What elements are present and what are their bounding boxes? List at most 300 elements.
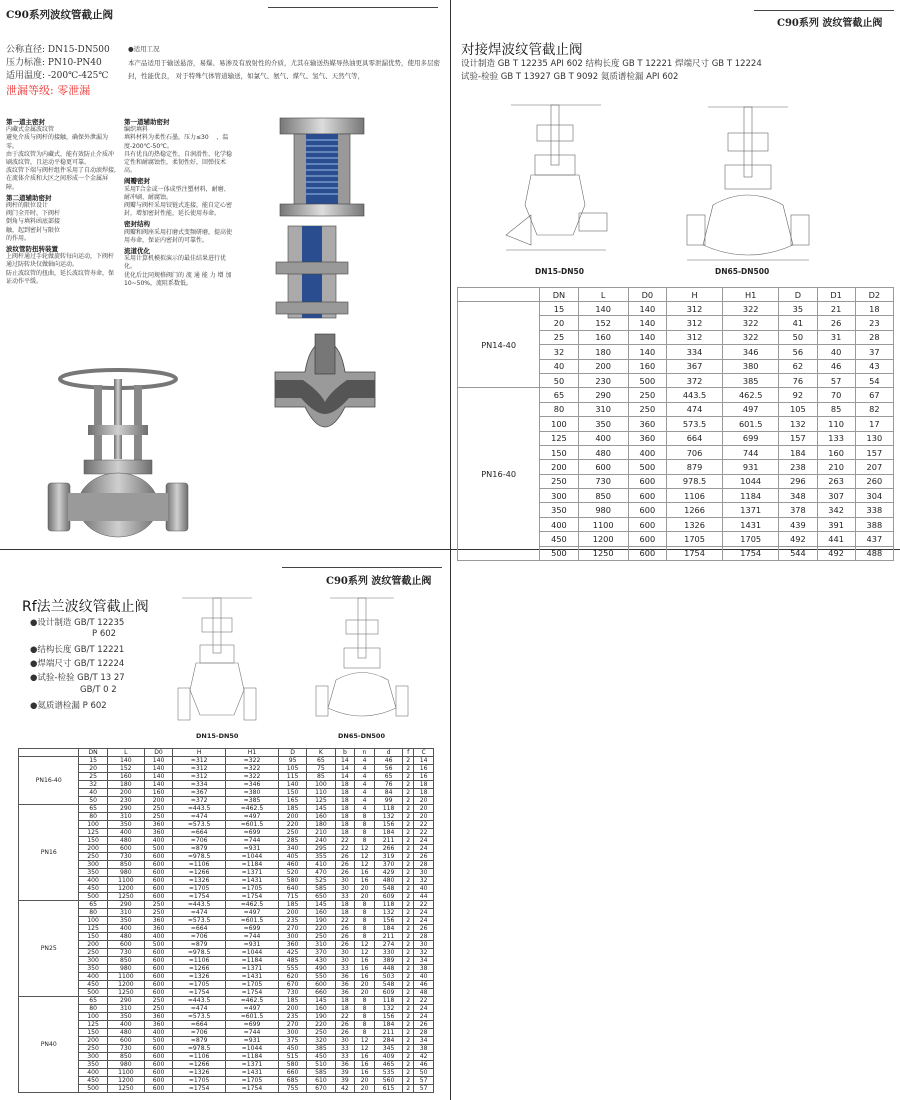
table-cell: 46 [414, 1061, 434, 1069]
table-cell: 338 [855, 503, 893, 517]
table-cell: 160 [144, 789, 172, 797]
scope-text: 本产品适用于输送悬溶，易爆、易渗及有放射性的介质，尤其在输送热媒导热油更具零泄漏优势，使用多层密封，性能优良， 对于特殊气体管道输送，如氯气、氨气、煤气、氢气、天然气等， [128, 59, 440, 80]
table-cell: 200 [540, 460, 578, 474]
table-cell: 56 [374, 765, 402, 773]
table-cell: 25 [540, 330, 578, 344]
table-cell: 76 [779, 373, 817, 387]
table-cell: 200 [79, 1037, 107, 1045]
table-cell: 8 [355, 837, 375, 845]
table-cell: ≈931 [226, 845, 279, 853]
table-cell: 12 [355, 1037, 375, 1045]
table-cell: 462.5 [723, 388, 779, 402]
table-cell: 2 [403, 973, 414, 981]
table-cell: 441 [817, 532, 855, 546]
table-cell: 850 [107, 861, 144, 869]
table-cell: 30 [335, 1037, 355, 1045]
table-cell: 150 [79, 1029, 107, 1037]
table-cell: 378 [779, 503, 817, 517]
table-cell: 200 [578, 359, 628, 373]
table-cell: 2 [403, 853, 414, 861]
table-cell: 20 [355, 885, 375, 893]
table-cell: 425 [278, 949, 306, 957]
table-cell: 1250 [107, 893, 144, 901]
table-cell: ≈1754 [226, 893, 279, 901]
table-cell: 140 [107, 757, 144, 765]
column-header: D0 [144, 749, 172, 757]
table-cell: 2 [403, 997, 414, 1005]
table-cell: 235 [278, 1013, 306, 1021]
table-cell: 132 [374, 813, 402, 821]
table-cell: 95 [278, 757, 306, 765]
column-header: D1 [817, 288, 855, 302]
table-cell: 2 [403, 821, 414, 829]
table-cell: 931 [723, 460, 779, 474]
table-cell: 33 [335, 1045, 355, 1053]
table-cell: 25 [79, 773, 107, 781]
table-cell: 42 [414, 1053, 434, 1061]
table-cell: 160 [107, 773, 144, 781]
table-cell: 184 [374, 925, 402, 933]
table-row [19, 1053, 434, 1061]
table-cell: 22 [335, 837, 355, 845]
table-cell: 250 [144, 805, 172, 813]
table-cell: 50 [79, 797, 107, 805]
standard-item: ●结构长度 GB/T 12221 [30, 645, 125, 655]
table-cell: 18 [335, 901, 355, 909]
table-cell: 160 [307, 813, 335, 821]
table-cell: 300 [79, 957, 107, 965]
table-cell: 2 [403, 1053, 414, 1061]
table-cell: 600 [144, 957, 172, 965]
table-cell: 220 [307, 925, 335, 933]
table-cell: ≈1184 [226, 861, 279, 869]
table-cell: 312 [666, 330, 722, 344]
table-cell: 190 [307, 1013, 335, 1021]
table-cell: 490 [307, 965, 335, 973]
table-cell: 140 [144, 757, 172, 765]
table-cell: 200 [79, 845, 107, 853]
table-cell: 310 [107, 909, 144, 917]
table-cell: 664 [666, 431, 722, 445]
table-cell: 600 [144, 981, 172, 989]
table-cell: ≈497 [226, 909, 279, 917]
table-cell: 450 [307, 1053, 335, 1061]
table-cell: 125 [79, 925, 107, 933]
table-cell: 140 [628, 302, 666, 316]
table-cell: 14 [335, 765, 355, 773]
drawing-dn15-dn50 [501, 95, 611, 260]
table-cell: 548 [374, 885, 402, 893]
table-cell: 1754 [723, 546, 779, 560]
table-cell: ≈699 [226, 1021, 279, 1029]
table-cell: 322 [723, 330, 779, 344]
table-cell: 320 [307, 1037, 335, 1045]
table-cell: 18 [335, 805, 355, 813]
table-cell: 500 [79, 989, 107, 997]
table-cell: 34 [414, 957, 434, 965]
table-cell: 30 [414, 941, 434, 949]
table-cell: 30 [335, 877, 355, 885]
table-row [19, 1029, 434, 1037]
table-cell: ≈443.5 [173, 901, 226, 909]
table-cell: ≈322 [226, 773, 279, 781]
table-cell: 2 [403, 933, 414, 941]
table-cell: 285 [278, 837, 306, 845]
series-title: C90系列 波纹管截止阀 [326, 576, 432, 587]
table-cell: 1100 [107, 1069, 144, 1077]
table-cell: 350 [79, 869, 107, 877]
table-cell: 160 [578, 330, 628, 344]
table-cell: 54 [855, 373, 893, 387]
table-cell: 2 [403, 909, 414, 917]
table-cell: 65 [79, 901, 107, 909]
table-cell: 520 [278, 869, 306, 877]
table-cell: 20 [355, 981, 375, 989]
table-cell: 18 [335, 909, 355, 917]
table-cell: ≈1044 [226, 853, 279, 861]
table-cell: 250 [79, 1045, 107, 1053]
column-header: n [355, 749, 375, 757]
table-cell: ≈462.5 [226, 805, 279, 813]
table-cell: ≈601.5 [226, 917, 279, 925]
table-cell: 250 [79, 949, 107, 957]
table-cell: 30 [414, 869, 434, 877]
table-cell: 250 [79, 853, 107, 861]
table-cell: 8 [355, 1013, 375, 1021]
table-cell: 118 [374, 901, 402, 909]
table-cell: 342 [817, 503, 855, 517]
table-cell: 156 [374, 1013, 402, 1021]
table-cell: ≈1266 [173, 869, 226, 877]
pressure-group-label: PN14-40 [458, 302, 540, 388]
table-cell: 84 [374, 789, 402, 797]
table-cell: 140 [628, 345, 666, 359]
table-cell: 22 [414, 829, 434, 837]
table-cell: 39 [335, 1077, 355, 1085]
table-cell: 360 [628, 431, 666, 445]
table-cell: ≈1431 [226, 1069, 279, 1077]
table-cell: 37 [855, 345, 893, 359]
table-cell: 492 [817, 546, 855, 560]
table-cell: 99 [374, 797, 402, 805]
table-cell: 350 [79, 965, 107, 973]
table-cell: ≈699 [226, 829, 279, 837]
table-cell: 600 [144, 989, 172, 997]
table-cell: 18 [335, 789, 355, 797]
table-row [19, 885, 434, 893]
table-cell: 23 [855, 316, 893, 330]
table-cell: 230 [107, 797, 144, 805]
table-row [19, 1077, 434, 1085]
table-cell: 312 [666, 316, 722, 330]
globe-valve-image [38, 365, 198, 545]
table-cell: 165 [278, 797, 306, 805]
table-cell: 62 [779, 359, 817, 373]
table-cell: 400 [107, 829, 144, 837]
table-cell: 133 [817, 431, 855, 445]
column-header: D [278, 749, 306, 757]
table-cell: 20 [355, 1085, 375, 1093]
table-cell: 16 [355, 1053, 375, 1061]
table-cell: 600 [144, 1085, 172, 1093]
table-header-row [458, 288, 894, 302]
table-cell: 220 [278, 821, 306, 829]
table-cell: 410 [307, 861, 335, 869]
table-cell: 26 [335, 925, 355, 933]
table-cell: 2 [403, 789, 414, 797]
table-cell: 600 [144, 861, 172, 869]
column-header: D [779, 288, 817, 302]
table-cell: 322 [723, 302, 779, 316]
table-cell: 28 [855, 330, 893, 344]
table-cell: 730 [107, 1045, 144, 1053]
standard-item: ●设计制造 GB/T 12235 [30, 618, 125, 628]
table-cell: 620 [278, 973, 306, 981]
table-cell: 250 [628, 402, 666, 416]
table-row [19, 877, 434, 885]
table-cell: 585 [307, 1069, 335, 1077]
table-cell: 18 [414, 789, 434, 797]
table-cell: 2 [403, 1045, 414, 1053]
table-cell: 40 [817, 345, 855, 359]
table-cell: 42 [335, 1085, 355, 1093]
table-cell: 1266 [666, 503, 722, 517]
table-cell: 14 [414, 757, 434, 765]
table-cell: 350 [107, 1013, 144, 1021]
table-cell: ≈664 [173, 925, 226, 933]
table-cell: 20 [79, 765, 107, 773]
column-header: H [666, 288, 722, 302]
table-cell: 250 [144, 901, 172, 909]
table-cell: 24 [414, 837, 434, 845]
table-cell: 448 [374, 965, 402, 973]
seal-text: 采用计算机模拟演示的最佳结果进行优化。 优化后比同规格阀门的 流 通 能 力 增 加 10~50%，流阻系数低。 [124, 255, 232, 287]
table-row [458, 302, 894, 316]
table-cell: 16 [355, 957, 375, 965]
table-row [19, 1037, 434, 1045]
table-cell: 36 [335, 973, 355, 981]
table-cell: 2 [403, 757, 414, 765]
table-cell: 312 [666, 302, 722, 316]
table-cell: ≈1754 [173, 989, 226, 997]
table-cell: 211 [374, 837, 402, 845]
table-cell: 8 [355, 813, 375, 821]
table-cell: 300 [540, 489, 578, 503]
table-cell: 230 [578, 373, 628, 387]
seal-block-right [124, 118, 234, 288]
table-cell: 40 [540, 359, 578, 373]
column-header: b [335, 749, 355, 757]
table-cell: ≈462.5 [226, 997, 279, 1005]
table-cell: 35 [779, 302, 817, 316]
table-cell: 380 [723, 359, 779, 373]
table-cell: 346 [723, 345, 779, 359]
table-cell: 290 [578, 388, 628, 402]
table-cell: 525 [307, 877, 335, 885]
seal-heading: 波纹管防扭转装置 [6, 245, 58, 254]
table-cell: 544 [779, 546, 817, 560]
table-cell: 140 [628, 316, 666, 330]
table-cell: ≈664 [173, 829, 226, 837]
table-cell: 152 [107, 765, 144, 773]
table-cell: 156 [374, 917, 402, 925]
table-cell: 26 [335, 1029, 355, 1037]
table-cell: 334 [666, 345, 722, 359]
table-cell: 715 [278, 893, 306, 901]
table-cell: 8 [355, 909, 375, 917]
column-header: DN [79, 749, 107, 757]
table-cell: 18 [335, 821, 355, 829]
table-header-row [19, 749, 434, 757]
table-cell: 41 [779, 316, 817, 330]
table-cell: 500 [628, 373, 666, 387]
pressure-group-label: PN25 [19, 901, 79, 997]
table-cell: 160 [307, 909, 335, 917]
table-cell: 140 [144, 773, 172, 781]
table-cell: 125 [79, 1021, 107, 1029]
table-cell: 30 [335, 949, 355, 957]
table-row [19, 765, 434, 773]
table-cell: 470 [307, 869, 335, 877]
table-cell: 156 [374, 821, 402, 829]
table-cell: 322 [723, 316, 779, 330]
table-cell: 118 [374, 805, 402, 813]
table-row [19, 829, 434, 837]
table-cell: 2 [403, 925, 414, 933]
table-cell: 1100 [107, 877, 144, 885]
table-cell: 400 [628, 445, 666, 459]
table-cell: 600 [628, 532, 666, 546]
table-cell: 24 [414, 1005, 434, 1013]
table-cell: 450 [278, 1045, 306, 1053]
table-cell: 850 [578, 489, 628, 503]
table-cell: ≈744 [226, 1029, 279, 1037]
drawing-caption: DN15-DN50 [196, 732, 239, 740]
table-cell: 12 [355, 949, 375, 957]
table-cell: 2 [403, 989, 414, 997]
table-cell: 26 [335, 933, 355, 941]
table-row [19, 925, 434, 933]
table-cell: 20 [355, 893, 375, 901]
table-cell: 65 [79, 997, 107, 1005]
table-cell: 80 [540, 402, 578, 416]
table-cell: 250 [307, 1029, 335, 1037]
table-cell: 300 [79, 1053, 107, 1061]
table-cell: 360 [144, 829, 172, 837]
table-row [19, 813, 434, 821]
table-cell: ≈706 [173, 837, 226, 845]
dimension-table-butt-weld [457, 287, 894, 561]
table-cell: 100 [79, 917, 107, 925]
table-cell: 18 [335, 829, 355, 837]
table-cell: 145 [307, 901, 335, 909]
table-cell: ≈1106 [173, 1053, 226, 1061]
table-cell: 2 [403, 837, 414, 845]
table-cell: 2 [403, 1013, 414, 1021]
table-cell: 30 [335, 885, 355, 893]
table-cell: ≈1326 [173, 1069, 226, 1077]
dimension-table-rf-flange [18, 748, 434, 1093]
table-cell: 2 [403, 893, 414, 901]
column-header: K [307, 749, 335, 757]
table-cell: 295 [307, 845, 335, 853]
table-cell: 110 [817, 417, 855, 431]
stem-cutaway-image [272, 222, 352, 322]
table-cell: 1184 [723, 489, 779, 503]
column-header: H1 [723, 288, 779, 302]
table-cell: 85 [307, 773, 335, 781]
table-cell: 32 [414, 877, 434, 885]
table-cell: ≈601.5 [226, 821, 279, 829]
table-cell: 492 [779, 532, 817, 546]
table-cell: 22 [414, 901, 434, 909]
table-cell: 105 [278, 765, 306, 773]
table-cell: 266 [374, 845, 402, 853]
table-cell: 4 [355, 797, 375, 805]
table-cell: ≈322 [226, 757, 279, 765]
table-cell: ≈1326 [173, 973, 226, 981]
table-cell: 350 [79, 1061, 107, 1069]
table-row [19, 917, 434, 925]
table-cell: 600 [107, 845, 144, 853]
table-cell: ≈1371 [226, 1061, 279, 1069]
table-cell: 2 [403, 1085, 414, 1093]
table-row [19, 1085, 434, 1093]
drawing-caption: DN15-DN50 [535, 267, 584, 276]
table-cell: 500 [540, 546, 578, 560]
table-cell: 82 [855, 402, 893, 416]
table-cell: 4 [355, 805, 375, 813]
table-cell: 20 [414, 797, 434, 805]
product-title: Rf法兰波纹管截止阀 [22, 599, 149, 615]
table-row [19, 981, 434, 989]
table-cell: 46 [414, 981, 434, 989]
table-cell: 600 [144, 1077, 172, 1085]
table-cell: 110 [307, 789, 335, 797]
table-cell: 180 [107, 781, 144, 789]
table-cell: ≈380 [226, 789, 279, 797]
table-cell: 2 [403, 1021, 414, 1029]
table-cell: 211 [374, 933, 402, 941]
table-cell: 16 [355, 1069, 375, 1077]
table-cell: 580 [278, 877, 306, 885]
table-cell: 488 [855, 546, 893, 560]
table-cell: 670 [278, 981, 306, 989]
table-cell: 609 [374, 893, 402, 901]
table-cell: 600 [144, 949, 172, 957]
table-cell: 157 [779, 431, 817, 445]
seal-heading: 第二道辅助密封 [6, 193, 52, 202]
standard-item: ●试验-检验 GB/T 13 27 [30, 673, 125, 683]
table-cell: 16 [414, 765, 434, 773]
table-cell: 1106 [666, 489, 722, 503]
table-cell: 600 [144, 1069, 172, 1077]
table-cell: 560 [374, 1077, 402, 1085]
page-title: C90系列波纹管截止阀 [6, 9, 113, 21]
seal-block-left [6, 118, 118, 286]
table-cell: ≈1184 [226, 1053, 279, 1061]
table-cell: 160 [307, 1005, 335, 1013]
table-cell: 4 [355, 773, 375, 781]
table-cell: 184 [374, 1021, 402, 1029]
table-cell: 22 [335, 845, 355, 853]
table-cell: ≈1431 [226, 877, 279, 885]
header-rule [282, 567, 442, 568]
table-cell: ≈443.5 [173, 997, 226, 1005]
table-cell: ≈1705 [173, 1077, 226, 1085]
table-cell: 460 [278, 861, 306, 869]
table-cell: 140 [628, 330, 666, 344]
